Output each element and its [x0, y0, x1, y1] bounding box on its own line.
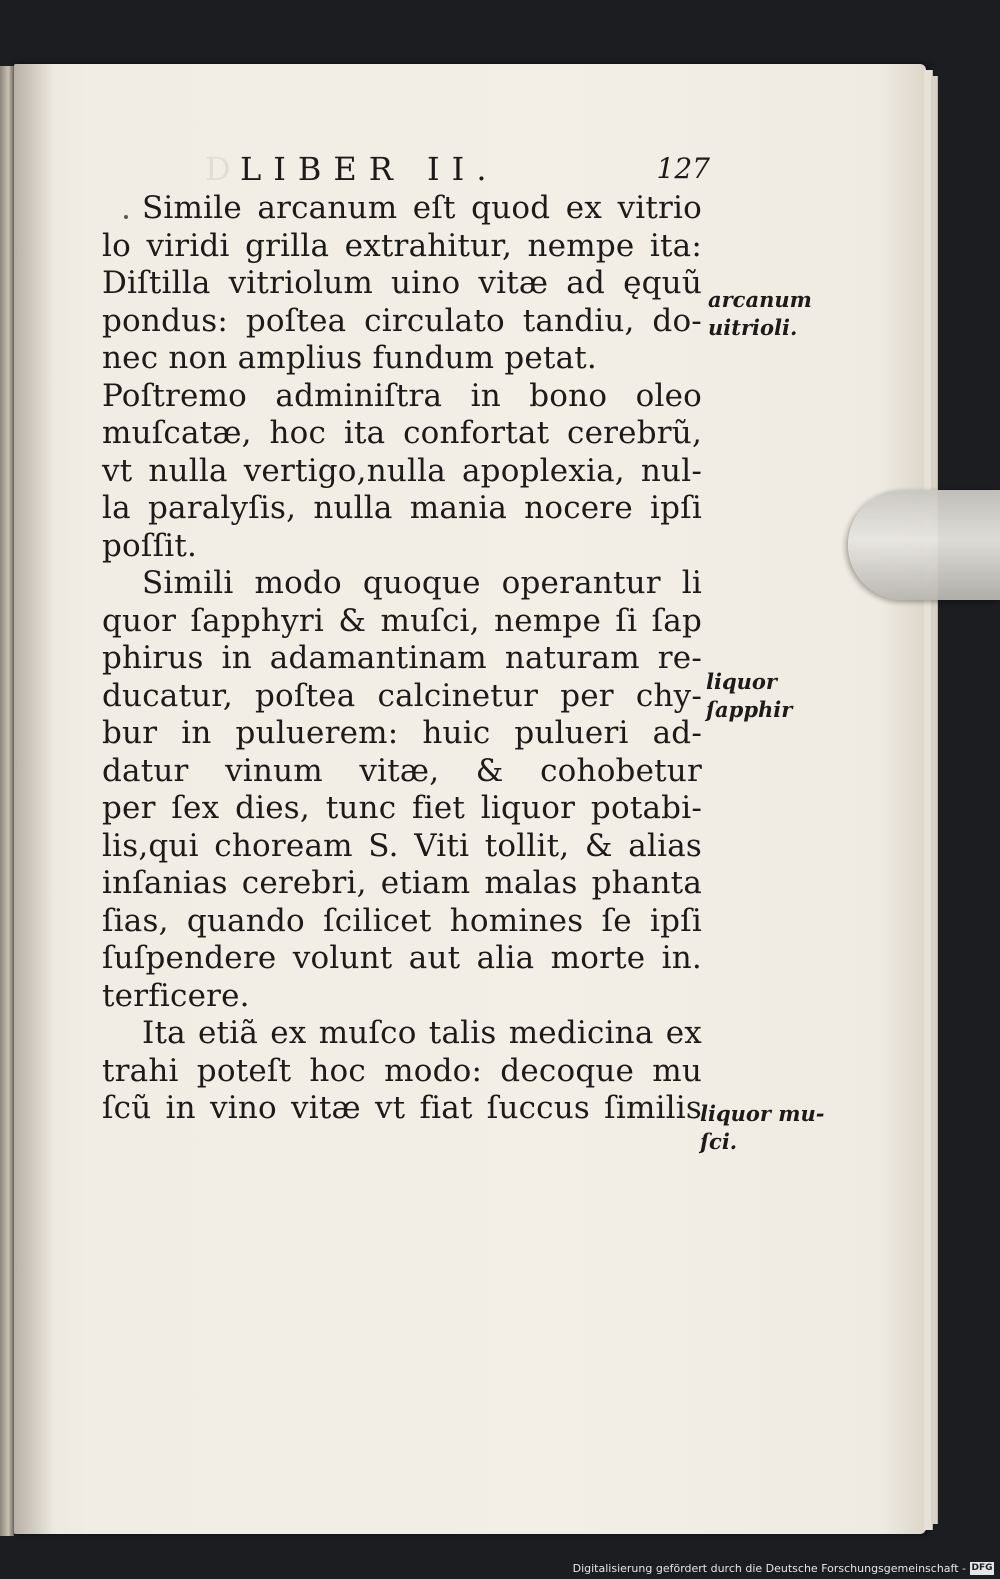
text-line: trahi poteſt hoc modo: decoque mu [102, 1052, 702, 1089]
text-line: Ita etiã ex muſco talis medicina ex [142, 1015, 702, 1051]
gutter-shadow [14, 64, 54, 1534]
text-line: phirus in adamantinam naturam re- [102, 640, 702, 676]
text-line: bur in puluerem: huic pulueri ad- [102, 715, 702, 751]
previous-page-edge [0, 66, 14, 1536]
text-line: per ſex dies, tunc fiet liquor potabi- [102, 790, 702, 826]
text-line: ſcũ in vino vitæ vt fiat ſuccus ſimilis [102, 1090, 702, 1126]
text-line: quor ſapphyri & muſci, nempe ſi ſap [102, 602, 702, 639]
text-line: lo viridi grilla extrahitur, nempe ita: [102, 227, 702, 264]
page-header [240, 150, 710, 194]
funding-credit: Digitalisierung gefördert durch die Deutsche Forschungsgemeinschaft - [572, 1562, 966, 1575]
page-edge [931, 76, 938, 1524]
running-title: LIBER II. [240, 150, 499, 188]
bleed-through: D [205, 150, 241, 188]
text-line: Poſtremo adminiſtra in bono oleo [102, 377, 702, 414]
text-line: ducatur, poſtea calcinetur per chy- [102, 677, 702, 714]
text-line: nec non amplius fundum petat. [102, 340, 597, 376]
text-line: terficere. [102, 977, 250, 1014]
marginal-line: liquor mu- [700, 1101, 825, 1126]
body-text [102, 190, 702, 1128]
text-line: ſias, quando ſcilicet homines ſe ipſi [102, 902, 702, 939]
marginal-line: ſapphir [706, 697, 793, 722]
marginal-line: liquor [706, 669, 777, 694]
text-line: ſuſpendere volunt aut alia morte in. [102, 940, 702, 976]
footer-bar [0, 1555, 1000, 1579]
text-line: vt nulla vertigo,nulla apoplexia, nul- [102, 452, 702, 489]
text-line: datur vinum vitæ, & cohobetur [102, 752, 702, 789]
marginal-line: uitrioli. [708, 315, 798, 340]
text-line: Simili modo quoque operantur li [142, 565, 702, 601]
text-line: pondus: poſtea circulato tandiu, do- [102, 302, 702, 339]
marginal-line: ſci. [700, 1129, 738, 1154]
text-line: Diſtilla vitriolum uino vitæ ad ęquũ [102, 265, 702, 301]
text-line: muſcatæ, hoc ita confortat cerebrũ, [102, 415, 702, 451]
marginal-line: arcanum [708, 287, 812, 312]
page-number: 127 [656, 152, 710, 185]
text-line: poſſit. [102, 527, 198, 564]
marginal-note [706, 668, 792, 724]
text-line: Simile arcanum eſt quod ex vitrio [142, 190, 702, 226]
marginal-note [708, 286, 812, 342]
text-line: inſanias cerebri, etiam malas phanta [102, 865, 702, 901]
page-clip [848, 490, 1000, 600]
dfg-logo: DFG [971, 1563, 993, 1573]
text-line: la paralyſis, nulla mania nocere ipſi [102, 490, 702, 526]
text-line: lis,qui choream S. Viti tollit, & alias [102, 827, 702, 864]
marginal-note [700, 1100, 825, 1156]
